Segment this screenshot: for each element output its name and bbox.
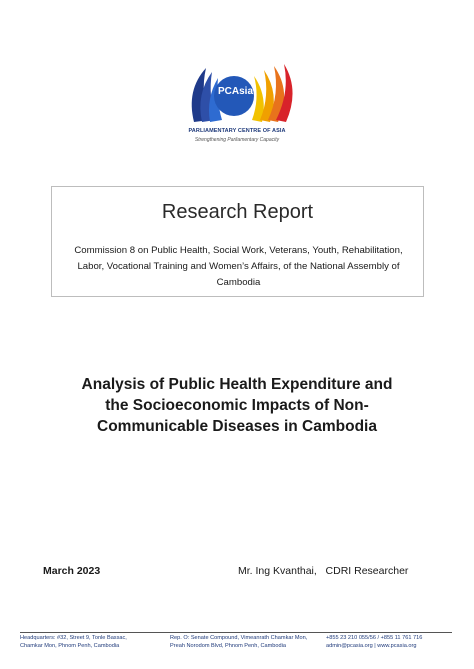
document-title (40, 374, 434, 437)
report-box (51, 186, 424, 297)
footer-email-web: admin@pcasia.org | www.pcasia.org (326, 642, 417, 649)
author-credit: Mr. Ing Kvanthai, CDRI Researcher (238, 565, 409, 577)
report-description: Commission 8 on Public Health, Social Work, Veterans, Youth, Rehabilitation, Labor, Vocational Training and Women’s Affairs, of the National Assembly of Cambodia (74, 245, 403, 288)
footer-divider (20, 632, 452, 633)
report-heading: Research Report (161, 201, 314, 223)
footer-rep-line-2: Preah Norodom Blvd, Phnom Penh, Cambodia (170, 642, 286, 649)
title-line-2: the Socioeconomic Impacts of Non- (105, 397, 369, 414)
org-tagline: Strengthening Parliamentary Capacity (194, 137, 280, 143)
logo-mark: PCAsia (218, 86, 254, 97)
footer-rep-office (170, 635, 320, 650)
org-name: PARLIAMENTARY CENTRE OF ASIA (188, 128, 286, 134)
title-line-3: Communicable Diseases in Cambodia (97, 418, 377, 435)
footer-phone: +855 23 210 055/56 / +855 11 761 716 (326, 635, 423, 641)
footer-rep-line-1: Rep. O: Senate Compound, Vimeanrath Chamkar Mon, (170, 635, 308, 641)
publication-date: March 2023 (43, 565, 101, 577)
pcasia-logo (176, 60, 298, 152)
title-line-1: Analysis of Public Health Expenditure and (81, 376, 393, 393)
footer-hq-line-1: Headquarters: #32, Street 9, Tonle Bassac, (20, 635, 127, 641)
footer-hq-line-2: Chamkar Mon, Phnom Penh, Cambodia (20, 642, 120, 649)
footer-contact (326, 635, 456, 650)
footer-headquarters (20, 635, 160, 650)
